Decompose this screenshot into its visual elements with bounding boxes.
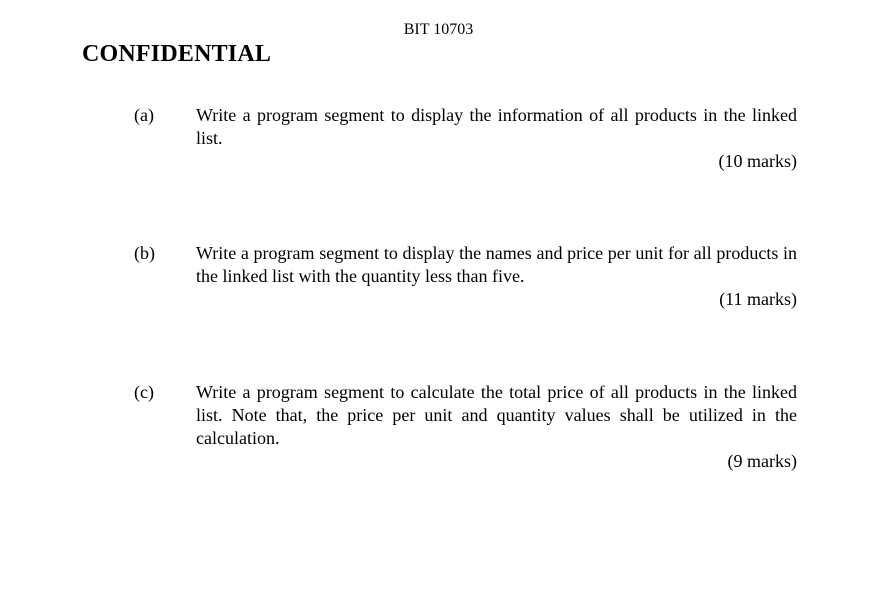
question-label: (c) (134, 382, 154, 402)
question-marks: (9 marks) (727, 451, 797, 471)
question-marks: (11 marks) (719, 289, 797, 309)
question-text: Write a program segment to calculate the total price of all products in the linked list. Note that, the price per unit and quantity values shall be utilized in the calculation. (196, 382, 797, 448)
question-text: Write a program segment to display the information of all products in the linked list. (196, 105, 797, 148)
question-label: (a) (134, 105, 154, 125)
question-marks: (10 marks) (718, 151, 797, 171)
course-code: BIT 10703 (403, 21, 474, 38)
question-text: Write a program segment to display the names and price per unit for all products in the linked list with the quantity less than five. (196, 243, 797, 286)
question-label: (b) (134, 243, 155, 263)
confidential-heading: CONFIDENTIAL (82, 41, 272, 67)
